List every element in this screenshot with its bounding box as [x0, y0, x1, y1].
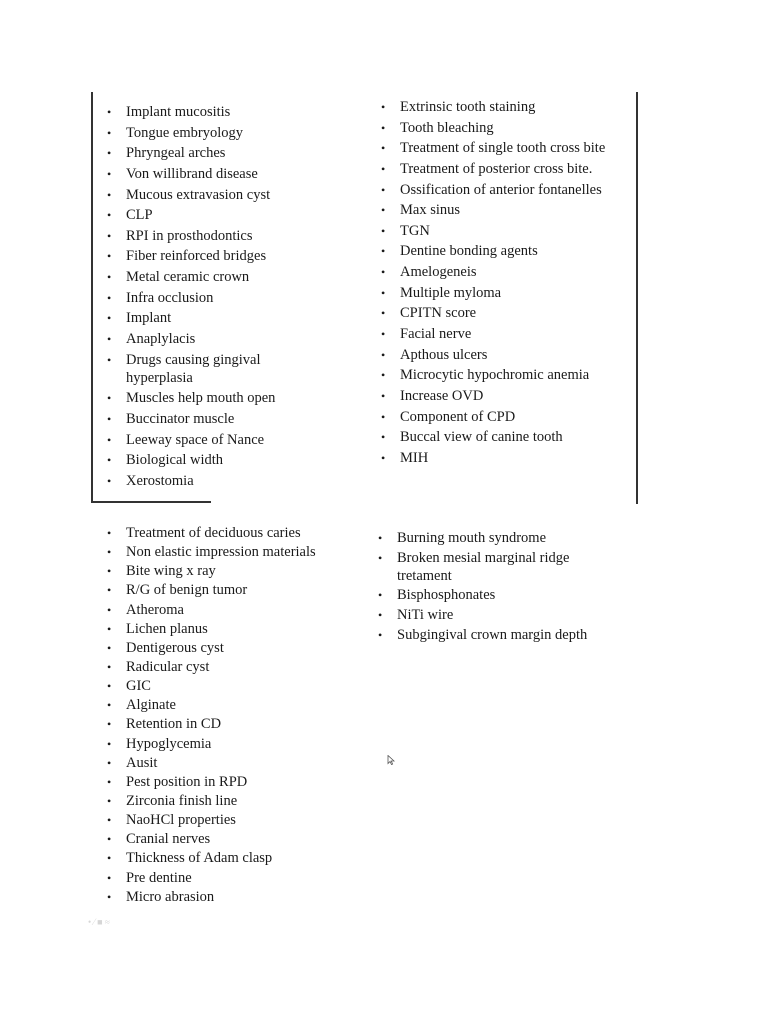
topic-list-top-right [367, 98, 637, 470]
faded-page-marks: • ⁄ ■ ≈ [88, 917, 110, 927]
list-item: • Treatment of single tooth cross bite [367, 139, 637, 157]
list-item: • Dentine bonding agents [367, 242, 637, 260]
list-item: • Fiber reinforced bridges [93, 247, 363, 265]
list-item: • Cranial nerves [93, 830, 363, 848]
list-item: • Tooth bleaching [367, 119, 637, 137]
list-item: • Alginate [93, 696, 363, 714]
list-item: • Bisphosphonates [364, 586, 634, 604]
list-item: • Lichen planus [93, 620, 363, 638]
list-item: • CLP [93, 206, 363, 224]
list-item: • Biological width [93, 451, 363, 469]
list-item: • Radicular cyst [93, 658, 363, 676]
list-item: • Max sinus [367, 201, 637, 219]
list-item: • Non elastic impression materials [93, 543, 363, 561]
list-item: • Dentigerous cyst [93, 639, 363, 657]
topic-list-top-left [93, 103, 363, 493]
list-item: • MIH [367, 449, 637, 467]
topic-list-bottom-left [93, 524, 363, 907]
list-item: • TGN [367, 222, 637, 240]
list-item: • Hypoglycemia [93, 735, 363, 753]
topic-list-bottom-right [364, 529, 634, 645]
list-item: • Subgingival crown margin depth [364, 626, 634, 644]
list-item: • Treatment of posterior cross bite. [367, 160, 637, 178]
list-item: • Anaplylacis [93, 330, 363, 348]
list-item: • Treatment of deciduous caries [93, 524, 363, 542]
list-item: • NiTi wire [364, 606, 634, 624]
list-item: • Extrinsic tooth staining [367, 98, 637, 116]
list-item: • GIC [93, 677, 363, 695]
list-item: • Pre dentine [93, 869, 363, 887]
list-item: • Micro abrasion [93, 888, 363, 906]
list-item: • Increase OVD [367, 387, 637, 405]
list-item: • Thickness of Adam clasp [93, 849, 363, 867]
list-item: • RPI in prosthodontics [93, 227, 363, 245]
list-item: • Amelogeneis [367, 263, 637, 281]
list-item: • NaoHCl properties [93, 811, 363, 829]
list-item: • Implant mucositis [93, 103, 363, 121]
list-item: • Zirconia finish line [93, 792, 363, 810]
list-item: • Implant [93, 309, 363, 327]
list-item: • Von willibrand disease [93, 165, 363, 183]
list-item: • Phryngeal arches [93, 144, 363, 162]
list-item: • CPITN score [367, 304, 637, 322]
list-item: • Burning mouth syndrome [364, 529, 634, 547]
list-item: • Xerostomia [93, 472, 363, 490]
list-item: • Apthous ulcers [367, 346, 637, 364]
list-item: • Broken mesial marginal ridge tretament [364, 549, 612, 585]
list-item: • Ossification of anterior fontanelles [367, 181, 637, 199]
list-item: • Multiple myloma [367, 284, 637, 302]
list-item: • Mucous extravasion cyst [93, 186, 363, 204]
list-item: • Metal ceramic crown [93, 268, 363, 286]
list-item: • Ausit [93, 754, 363, 772]
list-item: • Bite wing x ray [93, 562, 363, 580]
list-item: • Tongue embryology [93, 124, 363, 142]
list-item: • Microcytic hypochromic anemia [367, 366, 637, 384]
mouse-pointer-icon [387, 755, 395, 765]
bottom-border-rule [91, 501, 211, 503]
list-item: • Atheroma [93, 601, 363, 619]
list-item: • Component of CPD [367, 408, 637, 426]
list-item: • Retention in CD [93, 715, 363, 733]
list-item: • Infra occlusion [93, 289, 363, 307]
list-item: • Drugs causing gingival hyperplasia [93, 351, 286, 387]
list-item: • Buccal view of canine tooth [367, 428, 637, 446]
list-item: • R/G of benign tumor [93, 581, 363, 599]
list-item: • Leeway space of Nance [93, 431, 363, 449]
list-item: • Muscles help mouth open [93, 389, 363, 407]
list-item: • Facial nerve [367, 325, 637, 343]
list-item: • Buccinator muscle [93, 410, 363, 428]
list-item: • Pest position in RPD [93, 773, 363, 791]
